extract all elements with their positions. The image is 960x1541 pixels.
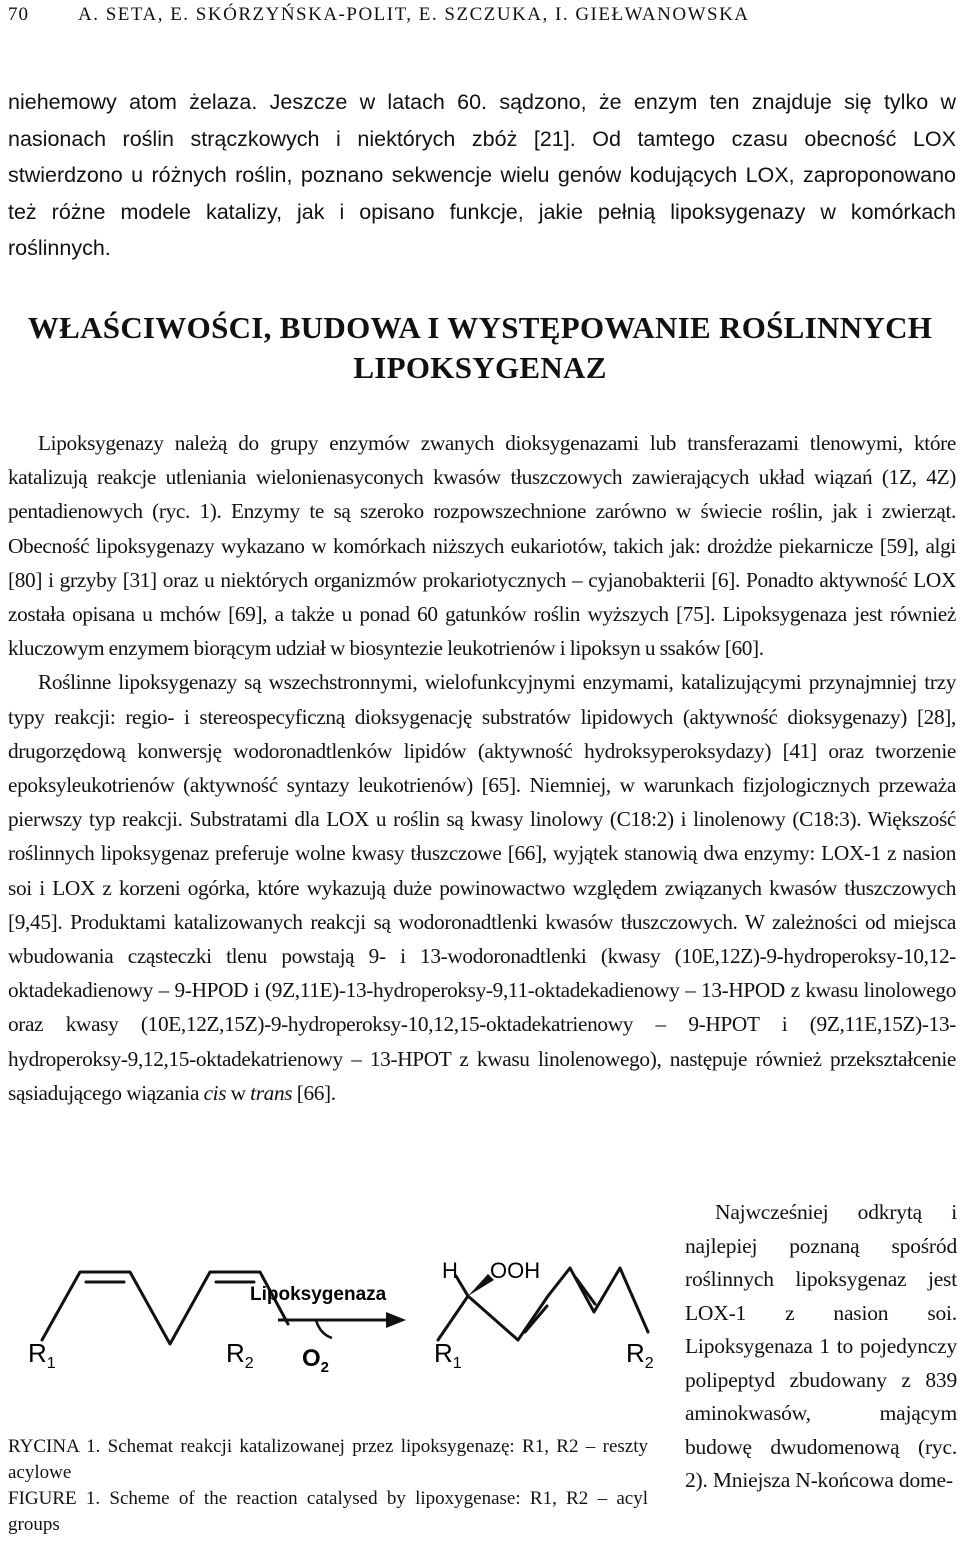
reaction-arrow (278, 1312, 406, 1338)
body-text (8, 426, 956, 1110)
side-paragraph: Najwcześniej odkrytą i najlepiej poznaną spośród roślinnych lipoksygenaz jest LOX-1 z nasion soi. Lipoksygenaza 1 to pojedynczy polipeptyd zbudowany z 839 aminokwasów, mającym budowę dwudomenową (ryc. 2). Mniejsza N-końcowa dome- (685, 1200, 957, 1492)
author-line: A. SETA, E. SKÓRZYŃSKA-POLIT, E. SZCZUKA, I. GIEŁWANOWSKA (78, 4, 750, 25)
intro-paragraph (8, 84, 956, 267)
paragraph-2 (8, 665, 956, 1110)
section-heading-line1: WŁAŚCIWOŚCI, BUDOWA I WYSTĘPOWANIE ROŚLINNYCH (27, 310, 933, 345)
section-heading-line2: LIPOKSYGENAZ (353, 350, 607, 385)
side-column-text (685, 1196, 957, 1498)
reaction-scheme (20, 1252, 670, 1392)
figure-caption (8, 1434, 648, 1538)
running-header (8, 4, 948, 26)
paragraph-2-text: Roślinne lipoksygenazy są wszechstronnymi, wielofunkcyjnymi enzymami, katalizującymi przynajmniej trzy typy reakcji: regio- i stereospecyficzną dioksygenację substratów lipidowych (aktywność dioksygenazy) [28], drugorzędową konwersję wodoronadtlenków lipidów (aktywność hydroksyperoksydazy) [41] oraz tworzenie epoksyleukotrienów (aktywność syntazy leukotrienów) [65]. Niemniej, w warunkach fizjologicznych przeważa pierwszy typ reakcji. Substratami dla LOX u roślin są kwasy linolowy (C18:2) i linolenowy (C18:3). Większość roślinnych lipoksygenaz preferuje wolne kwasy tłuszczowe [66], wyjątek stanowią dwa enzymy: LOX-1 z nasion soi i LOX z korzeni ogórka, które wykazują duże powinowactwo względem związanych kwasów tłuszczowych [9,45]. Produktami katalizowanych reakcji są wodoronadtlenki kwasów tłuszczowych. W zależności od miejsca wbudowania cząsteczki tlenu powstają 9- i 13-wodoronadtlenki (kwasy (10E,12Z)-9-hydroperoksy-10,12-oktadekadienowy – 9-HPOD i (9Z,11E)-13-hydroperoksy-9,11-oktadekadienowy – 13-HPOD z kwasu linolowego oraz kwasy (10E,12Z,15Z)-9-hydroperoksy-10,12,15-oktadekatrienowy – 9-HPOT i (9Z,11E,15Z)-13-hydroperoksy-9,12,15-oktadekatrienowy – 13-HPOT z kwasu linolenowego), następuje również przekształcenie sąsiadującego wiązania (8, 670, 956, 1105)
hydroperoxy-label: OOH (490, 1258, 541, 1283)
product-r2-label: $R_2$ (626, 1338, 654, 1372)
oxygen-label: $O_2$ (302, 1345, 330, 1376)
product-structure (438, 1268, 648, 1340)
trans-term: trans (250, 1080, 293, 1105)
caption-polish: RYCINA 1. Schemat reakcji katalizowanej przez lipoksygenazę: R1, R2 – reszty acylowe (8, 1436, 648, 1483)
page-number: 70 (8, 4, 29, 25)
enzyme-label: Lipoksygenaza (250, 1284, 387, 1305)
hydrogen-label: H (442, 1258, 458, 1283)
reaction-scheme-svg (20, 1252, 670, 1392)
substrate-r1-label: $R_1$ (28, 1338, 56, 1372)
cis-term: cis (203, 1080, 227, 1105)
caption-english: FIGURE 1. Scheme of the reaction catalysed by lipoxygenase: R1, R2 – acyl groups (8, 1488, 648, 1535)
ref-66: [66]. (296, 1080, 336, 1105)
product-r1-label: $R_1$ (434, 1338, 462, 1372)
intro-text: niehemowy atom żelaza. Jeszcze w latach 60. sądzono, że enzym ten znajduje się tylko w nasionach roślin strączkowych i niektórych zbóż [21]. Od tamtego czasu obecność LOX stwierdzono u różnych roślin, poznano sekwencje wielu genów kodujących LOX, zaproponowano też różne modele katalizy, jak i opisano funkcje, jakie pełnią lipoksygenazy w komórkach roślinnych. (8, 90, 956, 260)
w-word: w (230, 1080, 246, 1105)
substrate-structure (42, 1272, 288, 1344)
substrate-r2-label: $R_2$ (226, 1338, 254, 1372)
paragraph-1: Lipoksygenazy należą do grupy enzymów zwanych dioksygenazami lub transferazami tlenowymi, które katalizują reakcje utleniania wielonienasyconych kwasów tłuszczowych zawierających układ wiązań (1Z, 4Z) pentadienowych (ryc. 1). Enzymy te są szeroko rozpowszechnione zarówno w świecie roślin, jak i zwierząt. Obecność lipoksygenazy wykazano w komórkach niższych eukariotów, takich jak: drożdże piekarnicze [59], algi [80] i grzyby [31] oraz u niektórych organizmów prokariotycznych – cyjanobakterii [6]. Ponadto aktywność LOX została opisana u mchów [69], a także u ponad 60 gatunków roślin wyższych [75]. Lipoksygenaza jest również kluczowym enzymem biorącym udział w biosyntezie leukotrienów i lipoksyn u ssaków [60]. (8, 431, 956, 661)
section-heading (0, 308, 960, 388)
